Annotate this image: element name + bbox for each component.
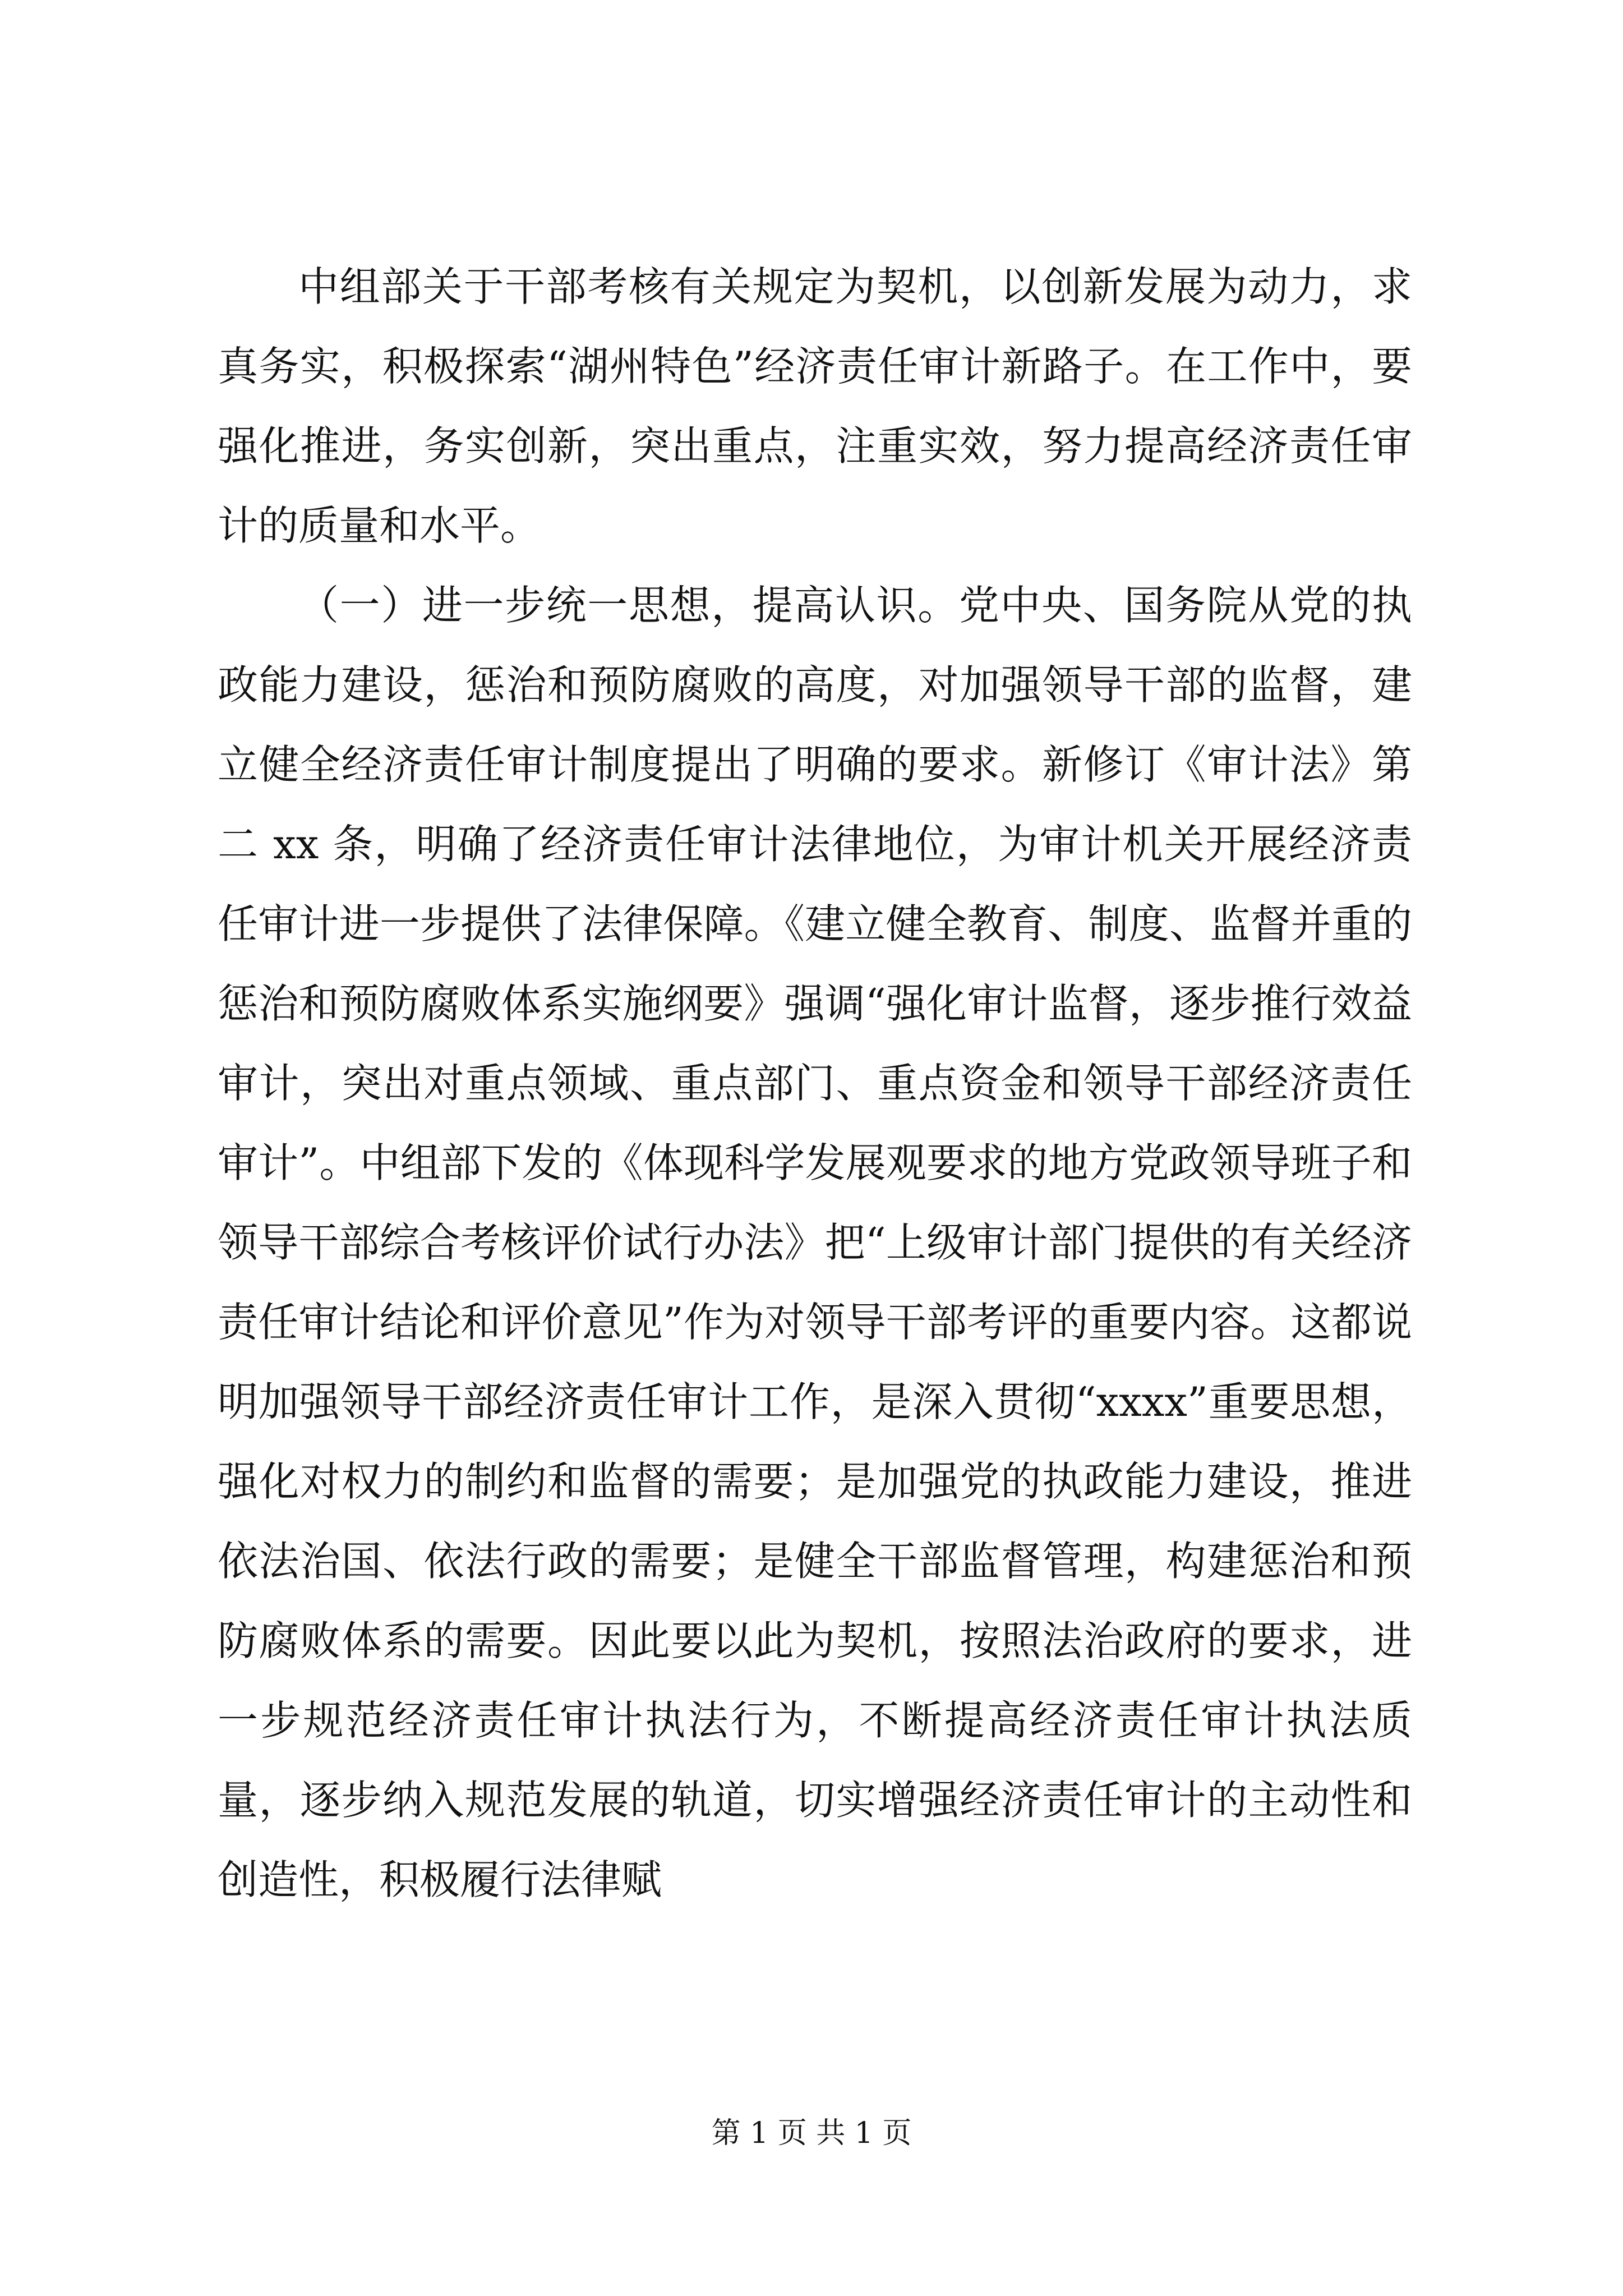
paragraph-1: 中组部关于干部考核有关规定为契机，以创新发展为动力，求真务实，积极探索“湖州特色”经济责任审计新路子。在工作中，要强化推进，务实创新，突出重点，注重实效，努力提高经济责任审计的质量和水平。 [218,263,1412,549]
page-footer: 第 1 页 共 1 页 [711,2116,912,2150]
paragraph-2: （一）进一步统一思想，提高认识。党中央、国务院从党的执政能力建设，惩治和预防腐败的高度，对加强领导干部的监督，建立健全经济责任审计制度提出了明确的要求。新修订《审计法》第二 xx 条，明确了经济责任审计法律地位，为审计机关开展经济责任审计进一步提供了法律保障。《建立健全教育、制度、监督并重的惩治和预防腐败体系实施纲要》强调“强化审计监督，逐步推行效益审计，突出对重点领域、重点部门、重点资金和领导干部经济责任审计”。中组部下发的《体现科学发展观要求的地方党政领导班子和领导干部综合考核评价试行办法》把“上级审计部门提供的有关经济责任审计结论和评价意见”作为对领导干部考评的重要内容。这都说明加强领导干部经济责任审计工作，是深入贯彻“xxxx”重要思想，强化对权力的制约和监督的需要；是加强党的执政能力建设，推进依法治国、依法行政的需要；是健全干部监督管理，构建惩治和预防腐败体系的需要。因此要以此为契机，按照法治政府的要求，进一步规范经济责任审计执法行为，不断提高经济责任审计执法质量，逐步纳入规范发展的轨道，切实增强经济责任审计的主动性和创造性，积极履行法律赋 [218,582,1412,1903]
body-text [218,247,1412,1920]
